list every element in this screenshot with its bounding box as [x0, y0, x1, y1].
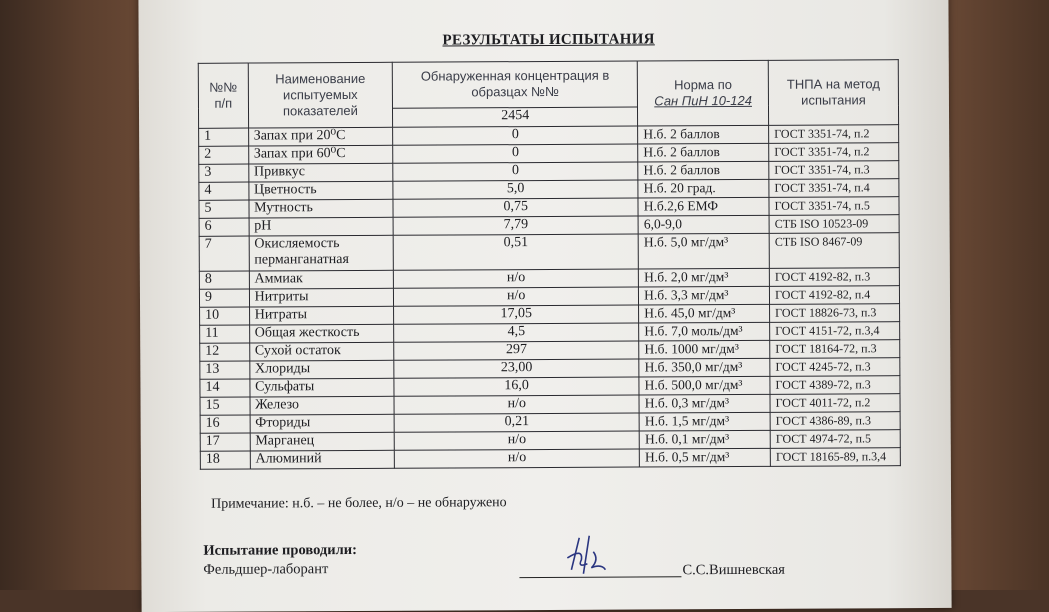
row-norm: Н.б. 2 баллов [638, 143, 769, 162]
row-norm: Н.б. 1,5 мг/дм³ [639, 412, 770, 431]
row-method: ГОСТ 3351-74, п.2 [769, 125, 899, 144]
handwritten-signature [549, 530, 629, 580]
row-indicator-name: Окисляемость перманганатная [249, 235, 394, 271]
row-method: ГОСТ 18826-73, п.3 [770, 304, 900, 323]
row-method: ГОСТ 3351-74, п.3 [769, 161, 899, 180]
row-indicator-name: Алюминий [250, 450, 395, 469]
row-method: СТБ ISO 8467-09 [769, 233, 899, 269]
row-method: ГОСТ 4192-82, п.4 [770, 286, 900, 305]
row-num: 18 [200, 451, 250, 469]
row-concentration: 4,5 [394, 323, 639, 342]
row-method: ГОСТ 18165-89, п.3,4 [770, 448, 900, 467]
row-indicator-name: Цветность [248, 181, 393, 200]
table-row [199, 233, 899, 272]
row-indicator-name: Аммиак [249, 270, 394, 289]
row-concentration: 7,79 [393, 216, 638, 235]
signature-name: С.С.Вишневская [682, 561, 785, 579]
row-indicator-name: Марганец [250, 432, 395, 451]
row-indicator-name: pH [249, 217, 394, 236]
row-indicator-name: Фториды [250, 414, 395, 433]
background-left [0, 0, 150, 590]
row-num: 16 [200, 415, 250, 433]
row-method: ГОСТ 4974-72, п.5 [770, 430, 900, 449]
row-num: 2 [199, 146, 249, 164]
row-method: ГОСТ 4192-82, п.3 [769, 268, 899, 287]
document-title: РЕЗУЛЬТАТЫ ИСПЫТАНИЯ [442, 31, 655, 49]
header-norm-prefix: Норма по [674, 77, 733, 93]
row-norm: Н.б. 1000 мг/дм³ [639, 340, 770, 359]
results-table [198, 59, 901, 470]
row-method: ГОСТ 18164-72, п.3 [770, 340, 900, 359]
signature-heading: Испытание проводили: [203, 541, 357, 559]
row-norm: Н.б. 0,1 мг/дм³ [639, 430, 770, 449]
row-indicator-name: Общая жесткость [249, 324, 394, 343]
row-norm: 6,0-9,0 [638, 215, 769, 234]
header-name: Наименование испытуемых показателей [248, 62, 393, 128]
background-right [939, 0, 1049, 590]
row-indicator-name: Запах при 20⁰С [248, 127, 393, 146]
note-text: Примечание: н.б. – не более, н/о – не обнаружено [211, 495, 507, 512]
row-method: ГОСТ 3351-74, п.4 [769, 179, 899, 198]
results-body [199, 125, 901, 470]
row-method: ГОСТ 3351-74, п.5 [769, 197, 899, 216]
row-num: 10 [200, 307, 250, 325]
row-num: 7 [199, 236, 249, 271]
row-indicator-name: Сульфаты [250, 378, 395, 397]
row-method: ГОСТ 4245-72, п.3 [770, 358, 900, 377]
row-norm: Н.б. 20 град. [638, 179, 769, 198]
row-num: 13 [200, 361, 250, 379]
row-num: 1 [199, 128, 249, 146]
row-indicator-name: Запах при 60⁰С [248, 145, 393, 164]
row-concentration: н/о [394, 395, 639, 414]
row-norm: Н.б. 5,0 мг/дм³ [638, 233, 769, 269]
row-indicator-name: Нитраты [249, 306, 394, 325]
row-concentration: 17,05 [394, 305, 639, 324]
header-concentration: Обнаруженная концентрация в образцах №№ [393, 61, 638, 108]
row-concentration: н/о [395, 449, 640, 468]
header-num: №№ п/п [198, 63, 248, 128]
row-indicator-name: Нитриты [249, 288, 394, 307]
row-indicator-name: Сухой остаток [249, 342, 394, 361]
table-header-row [198, 60, 898, 109]
row-norm: Н.б. 0,3 мг/дм³ [639, 394, 770, 413]
row-concentration: 0 [393, 162, 638, 181]
row-concentration: 16,0 [394, 377, 639, 396]
row-method: ГОСТ 4151-72, п.3,4 [770, 322, 900, 341]
row-indicator-name: Хлориды [249, 360, 394, 379]
row-method: ГОСТ 4389-72, п.3 [770, 376, 900, 395]
row-method: СТБ ISO 10523-09 [769, 215, 899, 234]
document-sheet [138, 0, 951, 612]
row-concentration: 297 [394, 341, 639, 360]
row-concentration: 0,21 [394, 413, 639, 432]
row-num: 8 [199, 271, 249, 289]
row-concentration: н/о [394, 431, 639, 450]
header-method: ТНПА на метод испытания [768, 60, 898, 126]
signature-role: Фельдшер-лаборант [203, 561, 329, 578]
row-concentration: 0 [393, 126, 638, 145]
row-concentration: 0,75 [393, 198, 638, 217]
row-num: 9 [199, 289, 249, 307]
row-concentration: 0 [393, 144, 638, 163]
row-concentration: н/о [394, 287, 639, 306]
row-norm: Н.б. 45,0 мг/дм³ [639, 304, 770, 323]
table-row [200, 448, 900, 470]
row-concentration: 5,0 [393, 180, 638, 199]
row-norm: Н.б. 0,5 мг/дм³ [639, 448, 770, 467]
row-norm: Н.б. 2 баллов [638, 125, 769, 144]
row-num: 4 [199, 182, 249, 200]
row-indicator-name: Привкус [248, 163, 393, 182]
row-num: 12 [200, 343, 250, 361]
row-method: ГОСТ 4011-72, п.2 [770, 394, 900, 413]
row-norm: Н.б. 7,0 моль/дм³ [639, 322, 770, 341]
row-norm: Н.б. 2,0 мг/дм³ [639, 268, 770, 287]
row-concentration: 23,00 [394, 359, 639, 378]
row-num: 17 [200, 433, 250, 451]
row-num: 3 [199, 164, 249, 182]
header-norm [637, 60, 768, 126]
row-norm: Н.б. 3,3 мг/дм³ [639, 286, 770, 305]
row-norm: Н.б.2,6 ЕМФ [638, 197, 769, 216]
row-num: 6 [199, 218, 249, 236]
row-concentration: н/о [394, 269, 639, 288]
header-norm-doc: Сан ПиН 10-124 [654, 92, 752, 109]
row-num: 5 [199, 200, 249, 218]
sample-number: 2454 [393, 107, 638, 127]
row-num: 14 [200, 379, 250, 397]
row-norm: Н.б. 350,0 мг/дм³ [639, 358, 770, 377]
row-method: ГОСТ 3351-74, п.2 [769, 143, 899, 162]
row-indicator-name: Железо [250, 396, 395, 415]
row-concentration: 0,51 [393, 234, 638, 270]
row-norm: Н.б. 500,0 мг/дм³ [639, 376, 770, 395]
row-num: 15 [200, 397, 250, 415]
row-num: 11 [200, 325, 250, 343]
row-indicator-name: Мутность [249, 199, 394, 218]
row-method: ГОСТ 4386-89, п.3 [770, 412, 900, 431]
row-norm: Н.б. 2 баллов [638, 161, 769, 180]
